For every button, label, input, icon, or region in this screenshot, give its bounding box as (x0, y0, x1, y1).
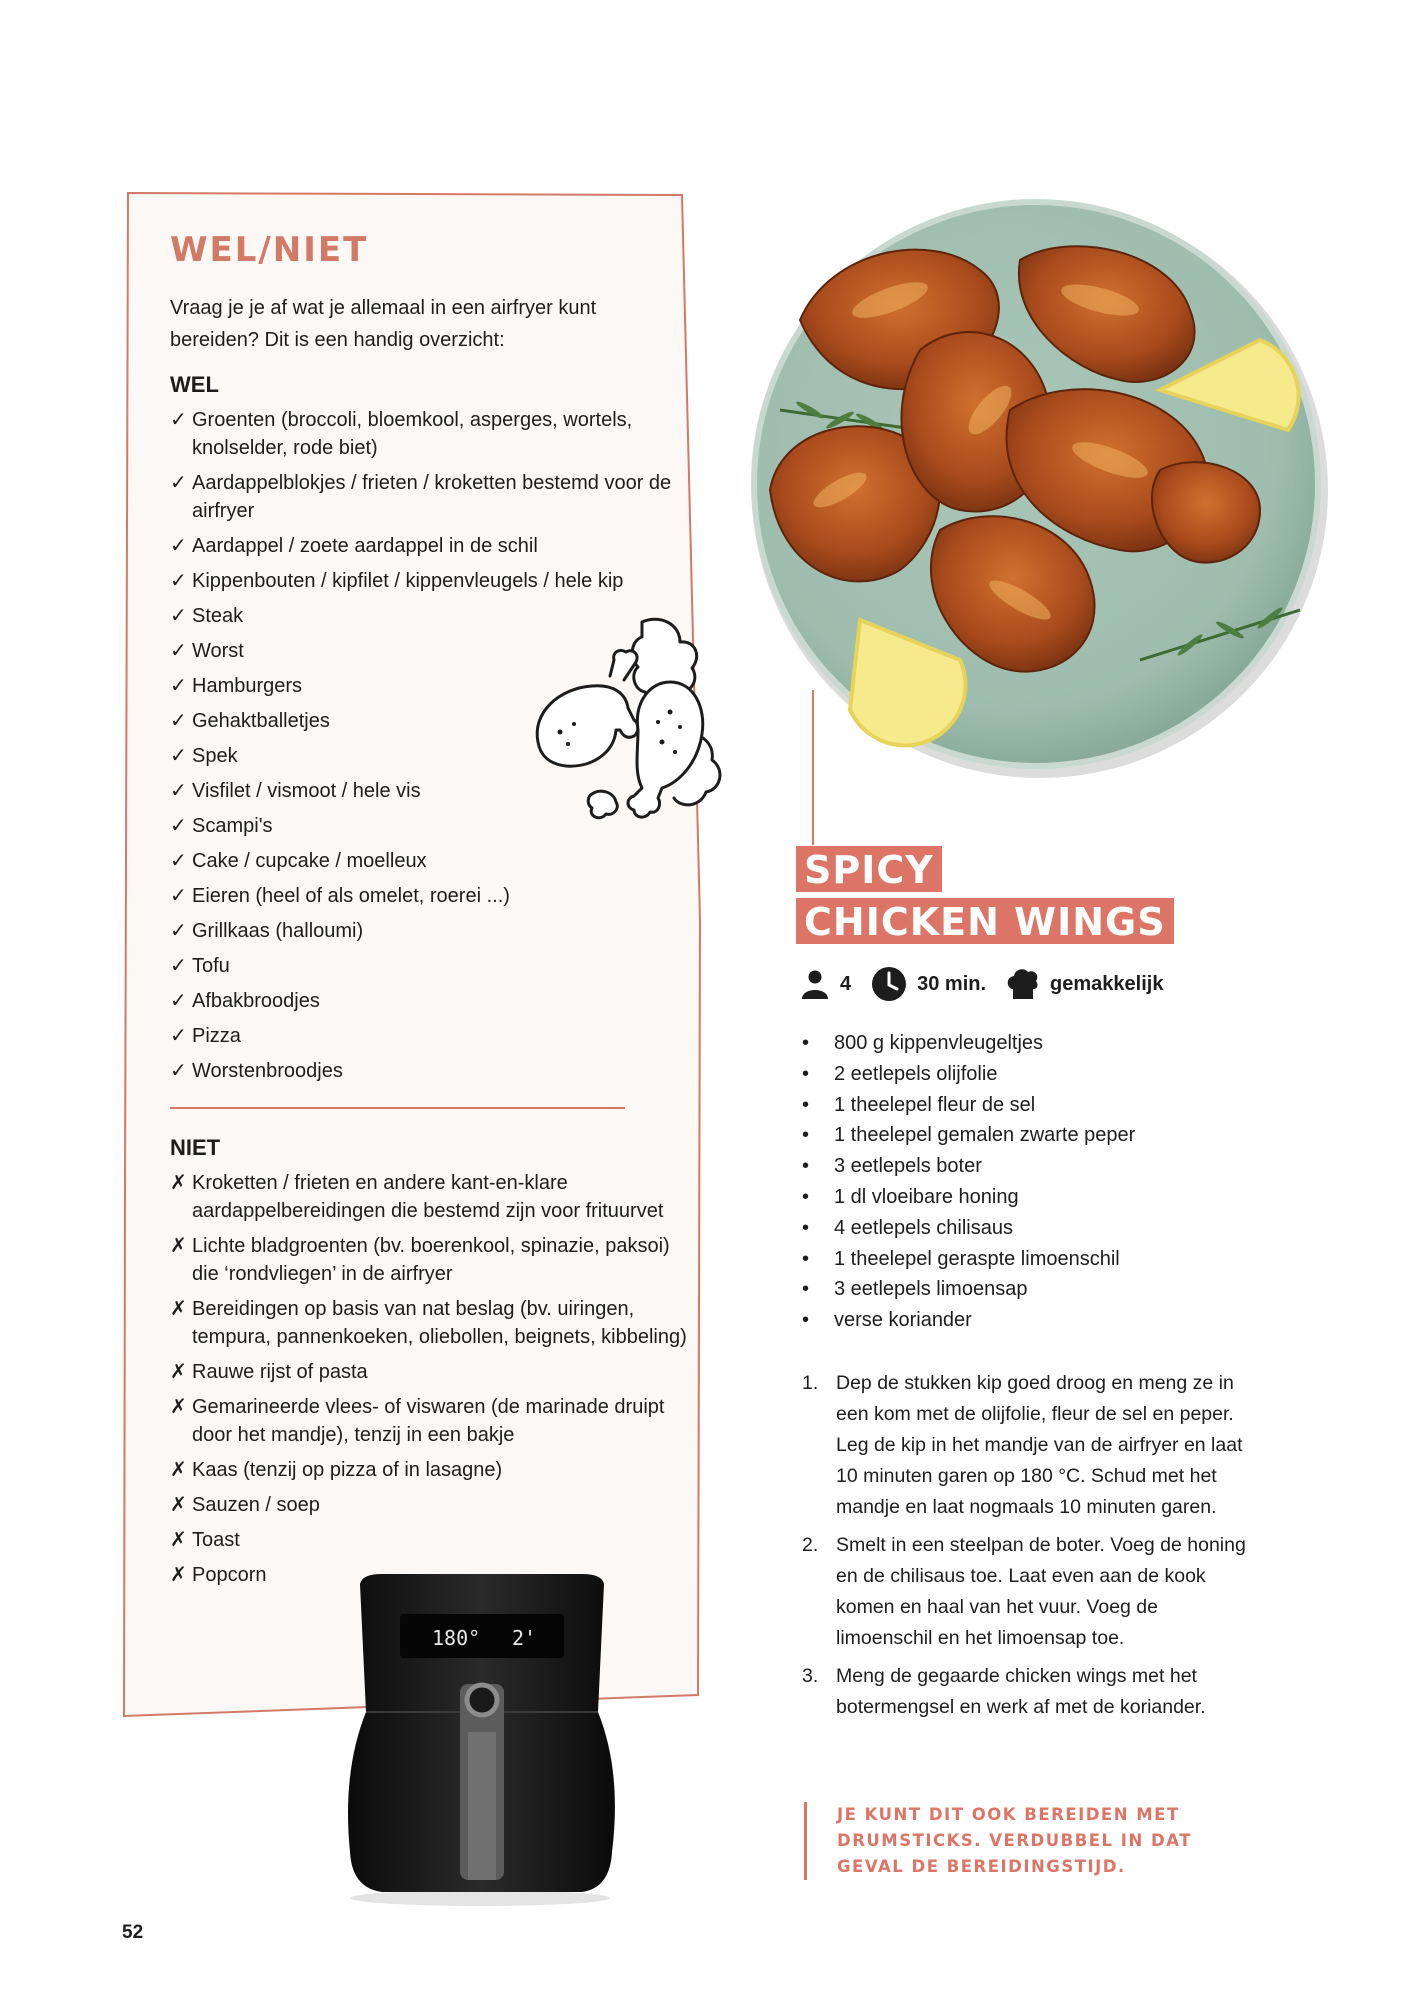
wel-item-text: Cake / cupcake / moelleux (192, 850, 427, 872)
niet-item-text: Bereidingen op basis van nat beslag (bv. uiringen, tempura, pannenkoeken, oliebollen, beignets, kibbeling) (192, 1298, 687, 1348)
wel-item (170, 847, 690, 875)
wel-niet-box (170, 230, 690, 1596)
wel-item (170, 917, 690, 945)
wel-item (170, 987, 690, 1015)
niet-item-mark: ✗ (170, 1459, 187, 1481)
wel-item (170, 1057, 690, 1085)
wel-item-text: Spek (192, 745, 238, 767)
wel-item-text: Steak (192, 605, 244, 627)
step-text: Meng de gegaarde chicken wings met het botermengsel en werk af met de koriander. (836, 1665, 1206, 1718)
wel-item-mark: ✓ (170, 710, 187, 732)
niet-item-mark: ✗ (170, 1494, 187, 1516)
niet-item (170, 1491, 690, 1519)
wel-item (170, 882, 690, 910)
niet-item-text: Sauzen / soep (192, 1494, 320, 1516)
airfryer-time-readout: 2' (512, 1626, 537, 1650)
ingredient-item: • 3 eetlepels boter (800, 1151, 1260, 1182)
niet-item-mark: ✗ (170, 1564, 187, 1586)
clock-icon (871, 966, 907, 1002)
niet-item-text: Rauwe rijst of pasta (192, 1361, 368, 1383)
box-title: WEL/NIET (170, 230, 369, 270)
chef-hat-icon (1006, 967, 1040, 1001)
recipe-tip: JE KUNT DIT OOK BEREIDEN MET DRUMSTICKS. VERDUBBEL IN DAT GEVAL DE BEREIDINGSTIJD. (804, 1802, 1217, 1880)
recipe-title (796, 846, 1174, 944)
step-item (800, 1661, 1250, 1723)
wel-heading: WEL (170, 372, 219, 397)
niet-item (170, 1232, 690, 1288)
niet-item-text: Toast (192, 1529, 240, 1551)
step-text: Smelt in een steelpan de boter. Voeg de honing en de chilisaus toe. Laat even aan de kook komen en haal van het vuur. Voeg de limoenschil en het limoensap toe. (836, 1534, 1246, 1649)
wel-item-text: Eieren (heel of als omelet, roerei ...) (192, 885, 510, 907)
niet-item (170, 1169, 690, 1225)
wel-item-mark: ✓ (170, 535, 187, 557)
wel-item (170, 469, 690, 525)
wel-item-mark: ✓ (170, 885, 187, 907)
wel-item-text: Visfilet / vismoot / hele vis (192, 780, 421, 802)
ingredient-item: • verse koriander (800, 1305, 1260, 1336)
wel-item-text: Worst (192, 640, 244, 662)
wel-item-mark: ✓ (170, 472, 187, 494)
step-item (800, 1368, 1250, 1523)
ingredient-item: • 1 theelepel geraspte limoenschil (800, 1244, 1260, 1275)
drumstick-illustration-icon (530, 612, 740, 832)
wel-item-mark: ✓ (170, 1060, 187, 1082)
wel-item-mark: ✓ (170, 955, 187, 977)
wel-item-text: Groenten (broccoli, bloemkool, asperges, wortels, knolselder, rode biet) (192, 409, 633, 459)
wel-item-mark: ✓ (170, 605, 187, 627)
servings-value: 4 (840, 972, 852, 995)
box-intro: Vraag je je af wat je allemaal in een airfryer kunt bereiden? Dit is een handig overzicht: (170, 297, 597, 351)
person-icon (800, 969, 830, 999)
niet-item-mark: ✗ (170, 1529, 187, 1551)
difficulty-value: gemakkelijk (1050, 972, 1164, 995)
wel-item-mark: ✓ (170, 815, 187, 837)
wel-item-text: Aardappel / zoete aardappel in de schil (192, 535, 538, 557)
wel-item (170, 567, 690, 595)
wel-item (170, 532, 690, 560)
ingredient-item: • 800 g kippenvleugeltjes (800, 1028, 1260, 1059)
time-value: 30 min. (917, 972, 987, 995)
step-number: 2. (802, 1534, 819, 1556)
wel-item-mark: ✓ (170, 920, 187, 942)
niet-item (170, 1393, 690, 1449)
niet-item-text: Kroketten / frieten en andere kant-en-klare aardappelbereidingen die bestemd zijn voor frituurvet (192, 1172, 664, 1222)
wel-item-text: Pizza (192, 1025, 241, 1047)
wel-item (170, 406, 690, 462)
wel-item-mark: ✓ (170, 570, 187, 592)
wel-item-mark: ✓ (170, 1025, 187, 1047)
ingredient-item: • 1 theelepel fleur de sel (800, 1090, 1260, 1121)
wel-item-text: Worstenbroodjes (192, 1060, 343, 1082)
niet-item (170, 1295, 690, 1351)
recipe-meta (800, 964, 1183, 1004)
airfryer-image (322, 1572, 642, 1912)
niet-item-mark: ✗ (170, 1235, 187, 1257)
wel-item-text: Afbakbroodjes (192, 990, 320, 1012)
wel-item-text: Aardappelblokjes / frieten / kroketten bestemd voor de airfryer (192, 472, 672, 522)
wel-item-text: Scampi's (192, 815, 273, 837)
ingredient-item: • 1 theelepel gemalen zwarte peper (800, 1120, 1260, 1151)
wel-item-mark: ✓ (170, 850, 187, 872)
step-number: 3. (802, 1665, 819, 1687)
niet-list (170, 1169, 690, 1589)
recipe-accent-line (812, 690, 814, 845)
niet-item-mark: ✗ (170, 1396, 187, 1418)
ingredients-list (800, 1028, 1260, 1336)
ingredient-item: • 4 eetlepels chilisaus (800, 1213, 1260, 1244)
wel-item-mark: ✓ (170, 675, 187, 697)
wel-item-mark: ✓ (170, 409, 187, 431)
wel-item-mark: ✓ (170, 780, 187, 802)
wel-item-text: Gehaktballetjes (192, 710, 330, 732)
recipe-title-line-1: SPICY (796, 846, 942, 892)
niet-item-text: Popcorn (192, 1564, 267, 1586)
steps-list (800, 1368, 1250, 1730)
airfryer-temp-readout: 180° (432, 1626, 481, 1650)
wel-item-mark: ✓ (170, 990, 187, 1012)
wel-item (170, 1022, 690, 1050)
niet-item-text: Kaas (tenzij op pizza of in lasagne) (192, 1459, 503, 1481)
wel-item-mark: ✓ (170, 640, 187, 662)
page-number: 52 (122, 1922, 144, 1943)
wel-item-text: Grillkaas (halloumi) (192, 920, 364, 942)
wel-item-mark: ✓ (170, 745, 187, 767)
wel-item-text: Tofu (192, 955, 230, 977)
niet-item-mark: ✗ (170, 1361, 187, 1383)
niet-item-text: Lichte bladgroenten (bv. boerenkool, spinazie, paksoi) die ‘rondvliegen’ in de airfryer (192, 1235, 670, 1285)
niet-heading: NIET (170, 1135, 221, 1160)
step-number: 1. (802, 1372, 819, 1394)
niet-item (170, 1358, 690, 1386)
ingredient-item: • 3 eetlepels limoensap (800, 1274, 1260, 1305)
niet-item-mark: ✗ (170, 1172, 187, 1194)
wel-item-text: Kippenbouten / kipfilet / kippenvleugels / hele kip (192, 570, 624, 592)
recipe-title-line-2: CHICKEN WINGS (796, 898, 1174, 944)
niet-item-mark: ✗ (170, 1298, 187, 1320)
ingredient-item: • 1 dl vloeibare honing (800, 1182, 1260, 1213)
chicken-wings-photo (740, 190, 1330, 780)
niet-item (170, 1456, 690, 1484)
wel-item (170, 952, 690, 980)
step-text: Dep de stukken kip goed droog en meng ze in een kom met de olijfolie, fleur de sel en peper. Leg de kip in het mandje van de airfryer en laat 10 minuten garen op 180 °C. Schud met het mandje en laat nogmaals 10 minuten garen. (836, 1372, 1243, 1518)
ingredient-item: • 2 eetlepels olijfolie (800, 1059, 1260, 1090)
step-item (800, 1530, 1250, 1654)
niet-item (170, 1526, 690, 1554)
wel-item-text: Hamburgers (192, 675, 303, 697)
section-divider (170, 1107, 625, 1109)
niet-item-text: Gemarineerde vlees- of viswaren (de marinade druipt door het mandje), tenzij in een bakje (192, 1396, 665, 1446)
